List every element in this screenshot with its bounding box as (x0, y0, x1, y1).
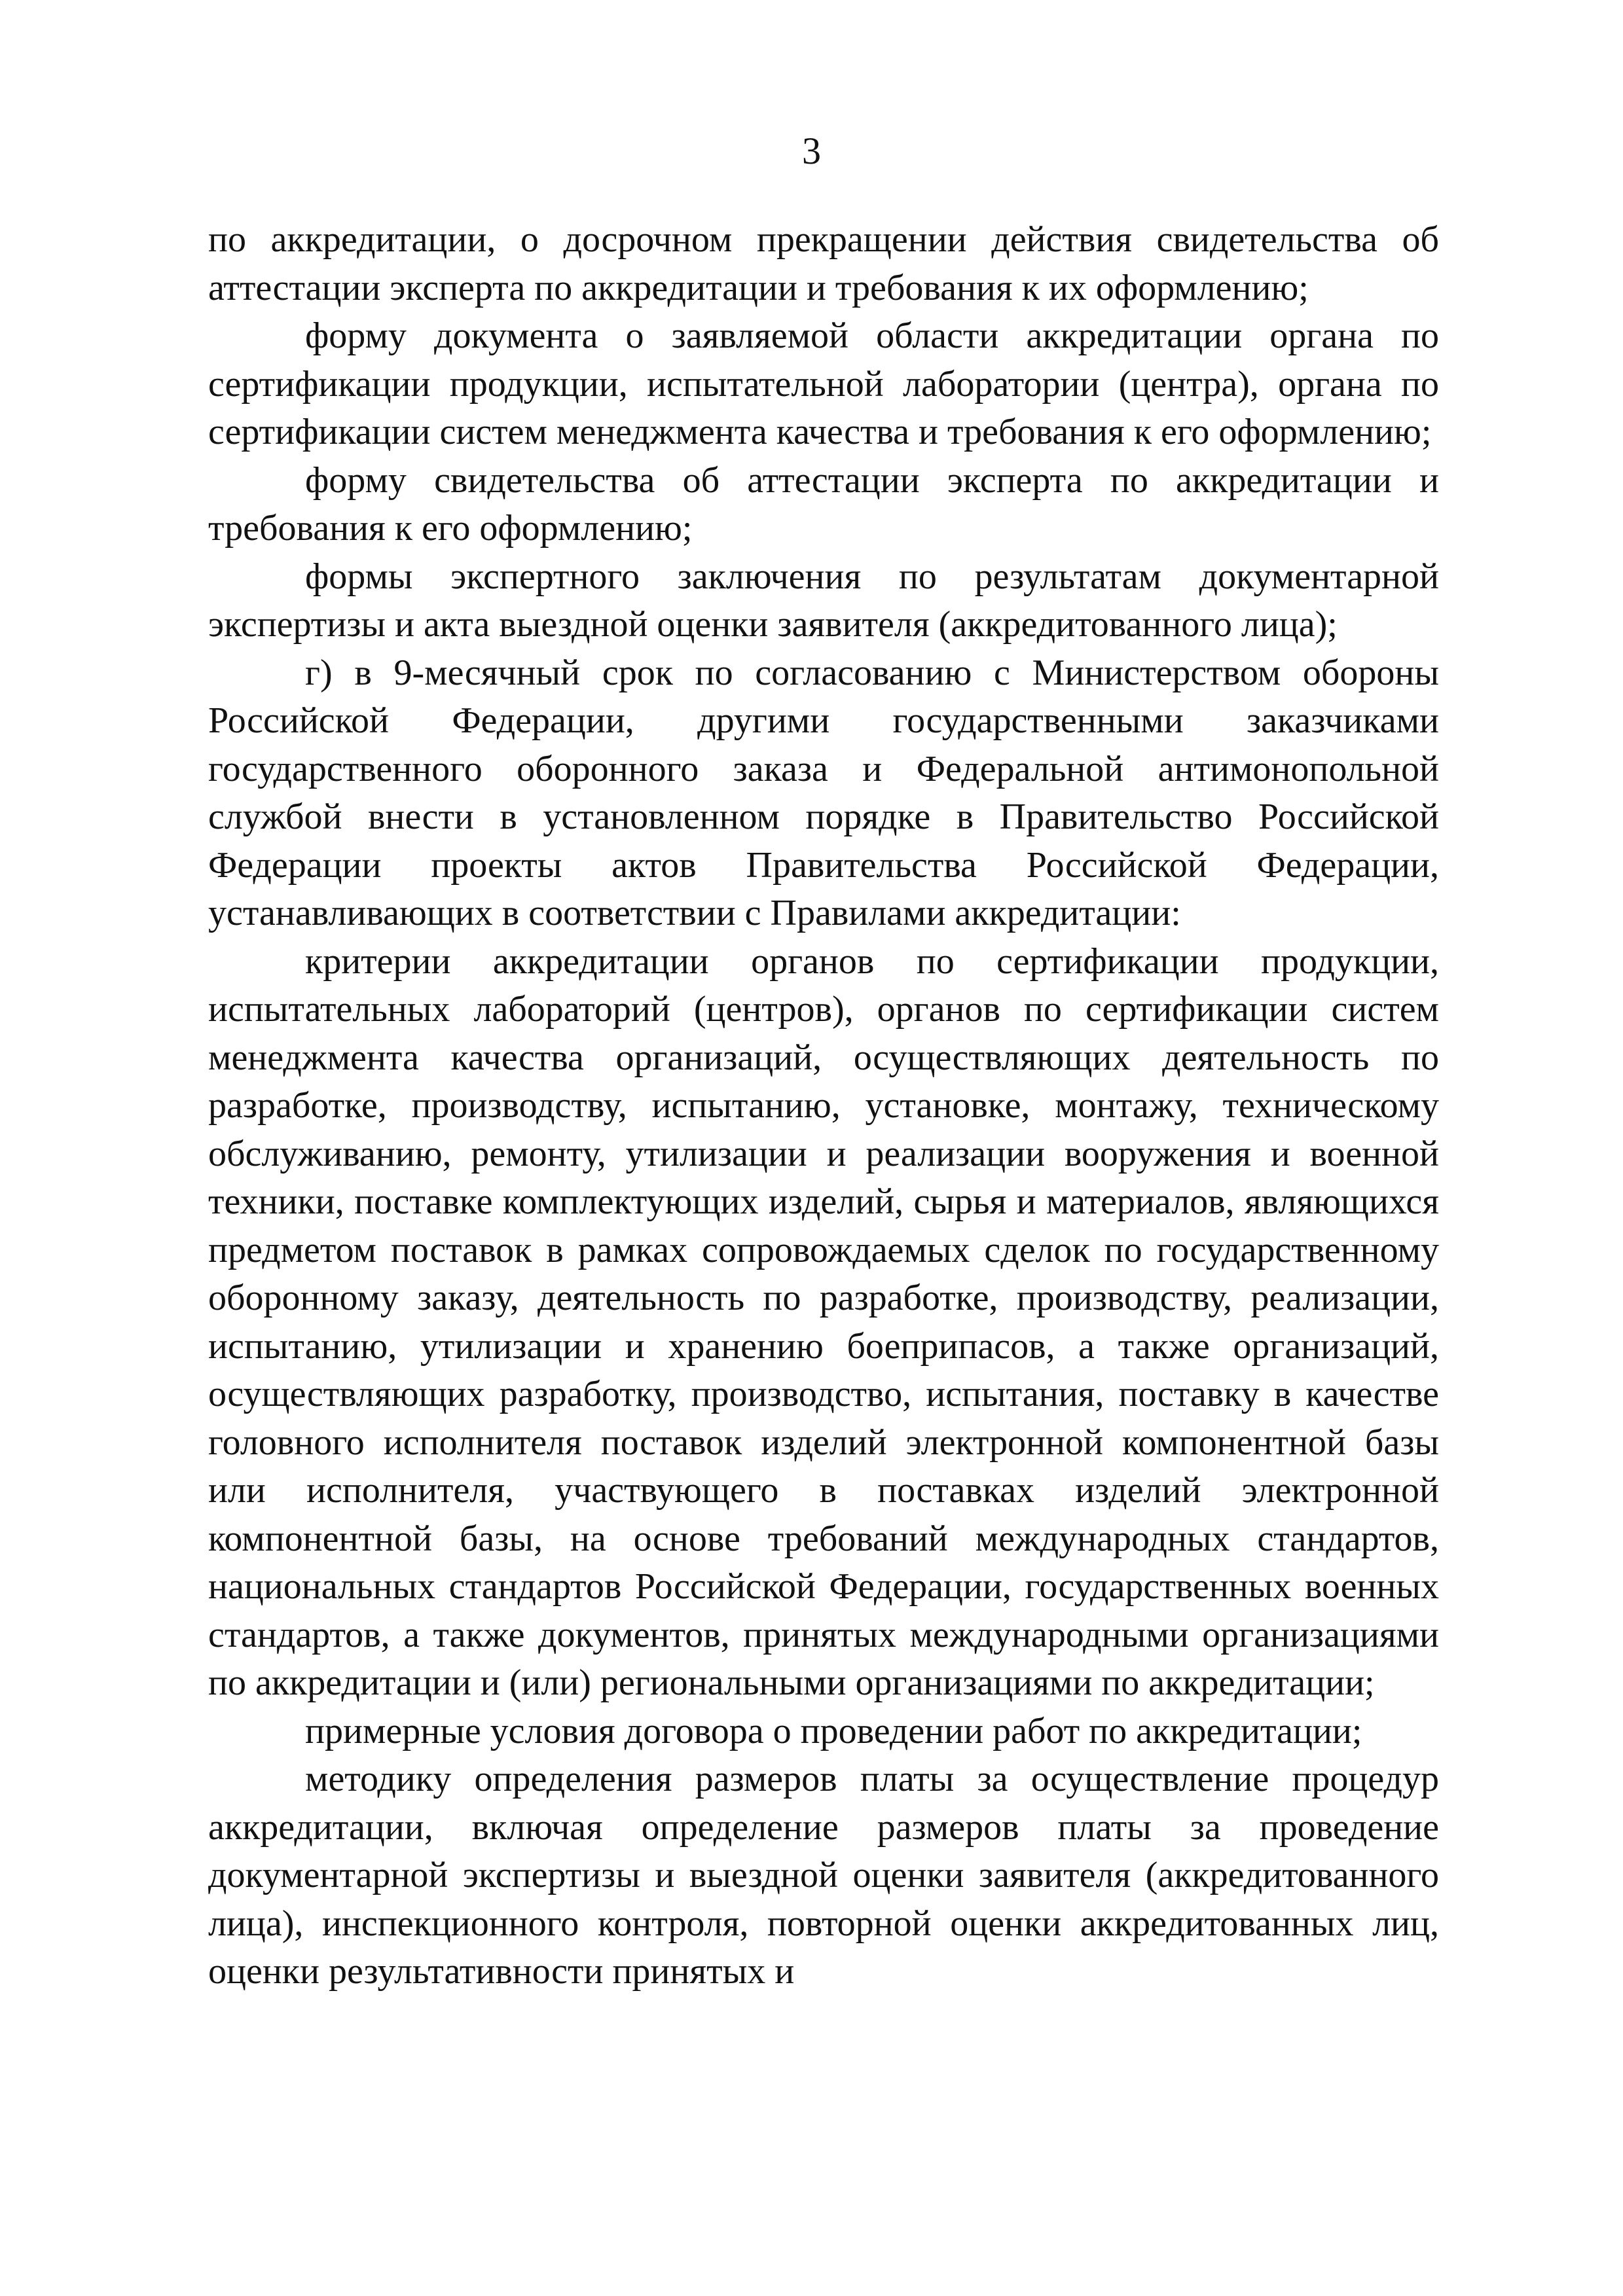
paragraph: г) в 9-месячный срок по согласованию с Министерством обороны Российской Федерации, другими государственными заказчиками государственного оборонного заказа и Федеральной антимонопольной службой внести в установленном порядке в Правительство Российской Федерации проекты актов Правительства Российской Федерации, устанавливающих в соответствии с Правилами аккредитации: (208, 652, 1439, 933)
paragraph: методику определения размеров платы за осуществление процедур аккредитации, включая определение размеров платы за проведение документарной экспертизы и выездной оценки заявителя (аккредитованного лица), инспекционного контроля, повторной оценки аккредитованных лиц, оценки результативности принятых и (208, 1759, 1439, 1992)
paragraph: примерные условия договора о проведении работ по аккредитации; (305, 1710, 1362, 1751)
paragraph: по аккредитации, о досрочном прекращении действия свидетельства об аттестации эксперта по аккредитации и требования к их оформлению; (208, 219, 1439, 308)
paragraph: форму документа о заявляемой области аккредитации органа по сертификации продукции, испытательной лаборатории (центра), органа по сертификации систем менеджмента качества и требования к его оформлению; (208, 315, 1439, 452)
document-body (208, 216, 1439, 1996)
page-number: 3 (802, 130, 821, 172)
paragraph: форму свидетельства об аттестации эксперта по аккредитации и требования к его оформлению; (208, 459, 1439, 548)
paragraph: критерии аккредитации органов по сертификации продукции, испытательных лабораторий (центров), органов по сертификации систем менеджмента качества организаций, осуществляющих деятельность по разработке, производству, испытанию, установке, монтажу, техническому обслуживанию, ремонту, утилизации и реализации вооружения и военной техники, поставке комплектующих изделий, сырья и материалов, являющихся предметом поставок в рамках сопровождаемых сделок по государственному оборонному заказу, деятельность по разработке, производству, реализации, испытанию, утилизации и хранению боеприпасов, а также организаций, осуществляющих разработку, производство, испытания, поставку в качестве головного исполнителя поставок изделий электронной компонентной базы или исполнителя, участвующего в поставках изделий электронной компонентной базы, на основе требований международных стандартов, национальных стандартов Российской Федерации, государственных военных стандартов, а также документов, принятых международными организациями по аккредитации и (или) региональными организациями по аккредитации; (208, 941, 1439, 1703)
paragraph: формы экспертного заключения по результатам документарной экспертизы и акта выездной оценки заявителя (аккредитованного лица); (208, 556, 1439, 645)
